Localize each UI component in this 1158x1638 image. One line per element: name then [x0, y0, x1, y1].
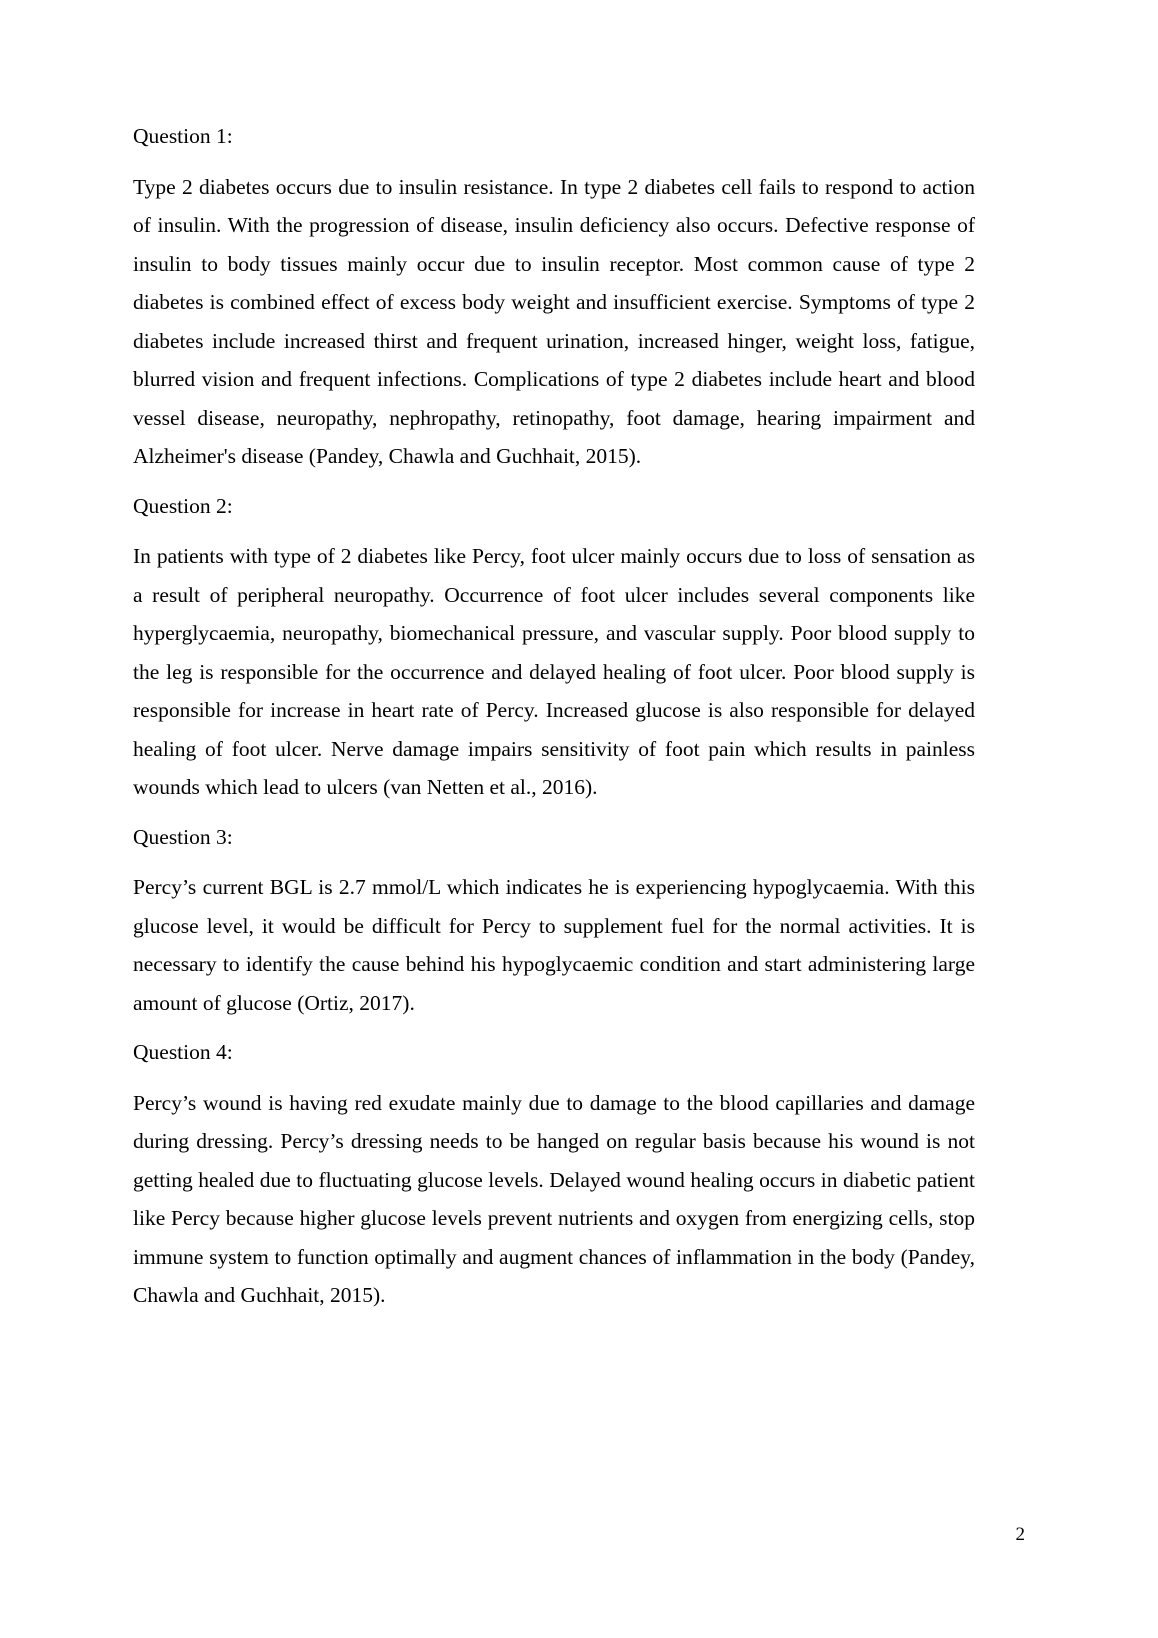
section-question-1 — [133, 126, 975, 476]
section-question-3 — [133, 824, 975, 1023]
section-body: Percy’s current BGL is 2.7 mmol/L which indicates he is experiencing hypoglycaemia. With this glucose level, it would be difficult for Percy to supplement fuel for the normal activities. It is necessary to identify the cause behind his hypoglycaemic condition and start administering large amount of glucose (Ortiz, 2017). — [133, 875, 975, 1015]
section-body: In patients with type of 2 diabetes like Percy, foot ulcer mainly occurs due to loss of sensation as a result of peripheral neuropathy. Occurrence of foot ulcer includes several components like hyperglycaemia, neuropathy, biomechanical pressure, and vascular supply. Poor blood supply to the leg is responsible for the occurrence and delayed healing of foot ulcer. Poor blood supply is responsible for increase in heart rate of Percy. Increased glucose is also responsible for delayed healing of foot ulcer. Nerve damage impairs sensitivity of foot pain which results in painless wounds which lead to ulcers (van Netten et al., 2016). — [133, 544, 975, 799]
page-content — [133, 126, 975, 1335]
page-number: 2 — [1015, 1524, 1025, 1545]
section-heading: Question 1: — [133, 124, 233, 148]
section-question-4 — [133, 1042, 975, 1315]
section-heading: Question 2: — [133, 493, 233, 518]
section-heading: Question 4: — [133, 1040, 233, 1064]
section-heading: Question 3: — [133, 824, 233, 849]
section-body: Type 2 diabetes occurs due to insulin resistance. In type 2 diabetes cell fails to respond to action of insulin. With the progression of disease, insulin deficiency also occurs. Defective response of insulin to body tissues mainly occur due to insulin receptor. Most common cause of type 2 diabetes is combined effect of excess body weight and insufficient exercise. Symptoms of type 2 diabetes include increased thirst and frequent urination, increased hinger, weight loss, fatigue, blurred vision and frequent infections. Complications of type 2 diabetes include heart and blood vessel disease, neuropathy, nephropathy, retinopathy, foot damage, hearing impairment and Alzheimer's disease (Pandey, Chawla and Guchhait, 2015). — [133, 174, 975, 468]
section-body: Percy’s wound is having red exudate mainly due to damage to the blood capillaries and damage during dressing. Percy’s dressing needs to be hanged on regular basis because his wound is not getting healed due to fluctuating glucose levels. Delayed wound healing occurs in diabetic patient like Percy because higher glucose levels prevent nutrients and oxygen from energizing cells, stop immune system to function optimally and augment chances of inflammation in the body (Pandey, Chawla and Guchhait, 2015). — [133, 1090, 975, 1307]
section-question-2 — [133, 493, 975, 807]
